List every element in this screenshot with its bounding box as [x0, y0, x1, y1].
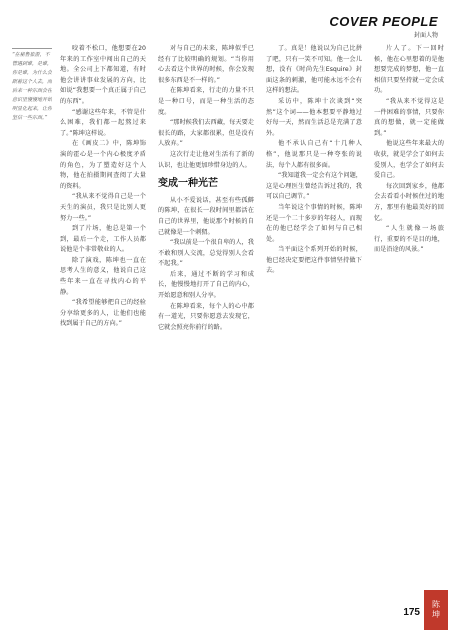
paragraph: “我以前是一个很自卑的人，我不敢和别人交流，总觉得别人会看不起我。” — [158, 239, 254, 268]
name-stamp — [424, 590, 448, 630]
paragraph: 每次回到家乡，他都会去看看小时候住过的地方，那里有他最美好的回忆。 — [374, 182, 444, 222]
paragraph: 了。真是！他说以为自己比拼了吧，只有一笑不可知。他一会儿想，没有《时尚先生Esquire》封面这条的刺激，他可能永远不会有这样的想法。 — [266, 45, 362, 95]
paragraph: 从小不爱说话，甚至有些孤僻的陈坤，在很长一段时间里都活在自己的世界里，他说那个时候的自己就像是一个刺猬。 — [158, 196, 254, 236]
section-subheading: 变成一种光芒 — [158, 178, 218, 190]
stamp-char: 陈 — [432, 600, 440, 609]
paragraph: “我从来不觉得这是一件困难的事情，只要你真的想做，就一定能做到。” — [374, 97, 444, 137]
article-column-1 — [60, 44, 146, 600]
paragraph: 这次行走让他对生活有了新的认识，也让他更加珍惜身边的人。 — [158, 150, 254, 169]
paragraph: 当年说这个事情的时候，陈坤还是一个二十多岁的年轻人，而现在的他已经学会了如何与自己相处。 — [266, 203, 362, 243]
pull-quote — [12, 48, 52, 163]
paragraph: “我知道我一定会有这个问题，这是心理医生曾经告诉过我的，我可以自己调节。” — [266, 172, 362, 201]
paragraph: 咬着不松口，他想要在20年来的工作室中闯出自己的天地。全公司上下都知道，有时他会讲讲事业发展的方向，比如说“我想要一个真正属于自己的东西”。 — [60, 45, 146, 105]
page-number: 175 — [403, 607, 420, 618]
article-column-3 — [266, 44, 362, 600]
paragraph: “人生就像一场旅行，重要的不是目的地，而是沿途的风景。” — [374, 225, 444, 254]
paragraph: 在陈坤看来，每个人的心中都有一道光，只要你愿意去发现它，它就会照亮你前行的路。 — [158, 302, 254, 331]
section-subtitle: 封面人物 — [413, 32, 438, 39]
paragraph: 在陈坤看来，行走的力量不只是一种口号，而是一种生活的态度。 — [158, 87, 254, 116]
paragraph: “感谢这些年来，不管是什么困难，我们都一起熬过来了。”陈坤这样说。 — [60, 108, 146, 137]
section-title: COVER PEOPLE — [329, 14, 438, 29]
section-header — [329, 14, 438, 39]
paragraph: 采访中，陈坤十次谈到“突然”这个词——他本想要平静地过好每一天，然而生活总是充满了意外。 — [266, 97, 362, 137]
stamp-char: 坤 — [432, 610, 440, 619]
paragraph: “我从来不觉得自己是一个天生的演员，我只是比别人更努力一些。” — [60, 193, 146, 222]
paragraph: 当平面这个系列开始的时候，他已经决定要把这件事情坚持做下去。 — [266, 246, 362, 275]
article-column-4 — [374, 44, 444, 564]
paragraph: 片人了。下一回时候，他在心里想着的是他想要完成的梦想，他一直相信只要坚持就一定会成功。 — [374, 45, 444, 95]
pull-quote-text: “在秘鲁旅游，不管遇到谁，是谁，你是谁，为什么会跟着这个人去，而后来一种东西会在意识里慢慢地开始明显化起来，让你坚信一些东西。” — [12, 52, 52, 121]
paragraph: “那时候我们去西藏，每天要走很长的路，大家都很累，但是没有人放弃。” — [158, 119, 254, 148]
paragraph: 他不承认自己有“十几种人格”，他说那只是一种夸张的说法，每个人都有很多面。 — [266, 140, 362, 169]
paragraph: 在《画皮二》中，陈坤饰演的霍心是一个内心极度矛盾的角色，为了塑造好这个人物，他在拍摄期间查阅了大量的资料。 — [60, 140, 146, 190]
paragraph: 后来，通过不断的学习和成长，他慢慢地打开了自己的内心，开始愿意和别人分享。 — [158, 270, 254, 300]
article-column-2 — [158, 44, 254, 600]
paragraph: “我希望能够把自己的经验分享给更多的人，让他们也能找到属于自己的方向。” — [60, 299, 146, 328]
paragraph: 对与自己的未来，陈坤似乎已经有了比较明确的规划。“当你用心去看这个世界的时候，你会发现很多东西是不一样的。” — [158, 45, 254, 84]
paragraph: 到了片场，他总是第一个到，最后一个走，工作人员都说他是个非常敬业的人。 — [60, 225, 146, 254]
paragraph: 除了演戏，陈坤也一直在思考人生的意义，他说自己这些年来一直在寻找内心的平静。 — [60, 256, 146, 296]
paragraph: 他说这些年来最大的收获，就是学会了如何去爱别人，也学会了如何去爱自己。 — [374, 140, 444, 180]
